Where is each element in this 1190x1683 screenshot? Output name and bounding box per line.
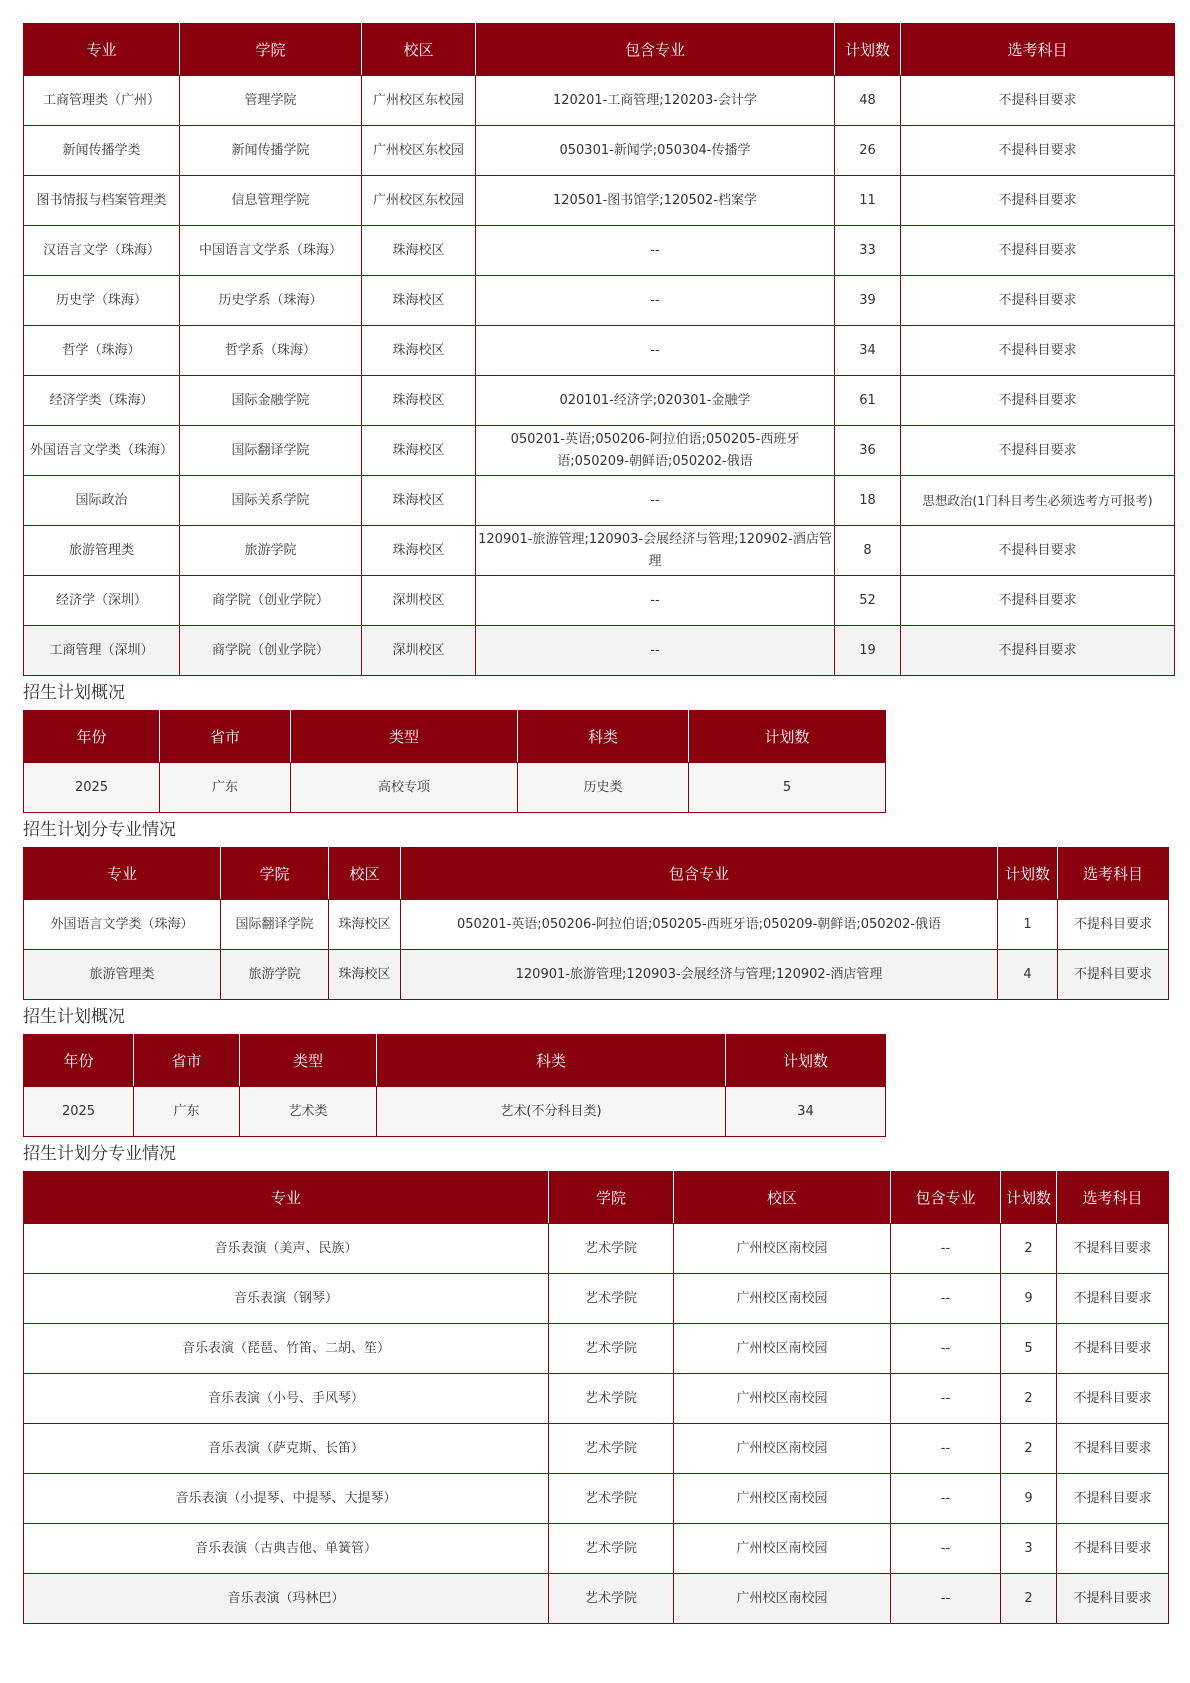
table-row [24,176,1175,226]
cell-college: 旅游学院 [221,950,329,1000]
col-header-subject-req: 选考科目 [1057,1172,1169,1224]
cell-major: 音乐表演（美声、民族） [24,1224,549,1274]
col-header-college: 学院 [549,1172,674,1224]
cell-included-majors: -- [476,476,835,526]
cell-plan-count: 48 [835,76,901,126]
cell-subject-req: 不提科目要求 [901,626,1175,676]
cell-campus: 珠海校区 [329,950,401,1000]
section-title-plan-overview: 招生计划概况 [23,683,125,703]
cell-plan-count: 61 [835,376,901,426]
table-row [24,76,1175,126]
cell-major: 外国语言文学类（珠海） [24,900,221,950]
cell-campus: 广州校区南校园 [674,1474,891,1524]
cell-subject-req: 不提科目要求 [901,326,1175,376]
cell-subject-req: 不提科目要求 [901,226,1175,276]
cell-college: 哲学系（珠海） [180,326,362,376]
cell-college: 旅游学院 [180,526,362,576]
cell-campus: 广州校区南校园 [674,1324,891,1374]
cell-campus: 广州校区南校园 [674,1274,891,1324]
cell-included-majors: 050201-英语;050206-阿拉伯语;050205-西班牙语;050209-朝鲜语;050202-俄语 [476,426,835,476]
cell-campus: 珠海校区 [362,276,476,326]
table-row [24,576,1175,626]
cell-subject-req: 不提科目要求 [901,376,1175,426]
section-title-plan-by-major: 招生计划分专业情况 [23,1144,176,1164]
cell-college: 艺术学院 [549,1274,674,1324]
table-row [24,1574,1169,1624]
col-header-subject-req: 选考科目 [1058,848,1169,900]
cell-plan-count: 2 [1001,1574,1057,1624]
cell-plan-count: 4 [998,950,1058,1000]
cell-included-majors: 120901-旅游管理;120903-会展经济与管理;120902-酒店管理 [401,950,998,1000]
table-row [24,1424,1169,1474]
cell-college: 信息管理学院 [180,176,362,226]
table-row [24,326,1175,376]
col-header-plan-count: 计划数 [998,848,1058,900]
col-header-included-majors: 包含专业 [476,24,835,76]
cell-category: 历史类 [518,763,689,813]
cell-included-majors: 120201-工商管理;120203-会计学 [476,76,835,126]
table-row [24,626,1175,676]
cell-plan-count: 2 [1001,1224,1057,1274]
cell-campus: 珠海校区 [362,226,476,276]
table-header-row [24,24,1175,76]
cell-campus: 珠海校区 [362,426,476,476]
cell-campus: 珠海校区 [329,900,401,950]
cell-subject-req: 不提科目要求 [1057,1574,1169,1624]
table-row [24,1474,1169,1524]
cell-major: 汉语言文学（珠海） [24,226,180,276]
table-row [24,426,1175,476]
cell-major: 外国语言文学类（珠海） [24,426,180,476]
cell-campus: 广州校区东校园 [362,76,476,126]
cell-plan-count: 3 [1001,1524,1057,1574]
col-header-year: 年份 [24,1035,134,1087]
col-header-college: 学院 [180,24,362,76]
cell-campus: 珠海校区 [362,326,476,376]
col-header-province: 省市 [134,1035,240,1087]
cell-subject-req: 不提科目要求 [901,526,1175,576]
plan-by-major-table [23,1171,1169,1624]
cell-subject-req: 不提科目要求 [1057,1424,1169,1474]
major-plan-table [23,23,1175,676]
cell-subject-req: 不提科目要求 [901,576,1175,626]
cell-major: 历史学（珠海） [24,276,180,326]
cell-campus: 珠海校区 [362,376,476,426]
cell-college: 历史学系（珠海） [180,276,362,326]
cell-included-majors: -- [891,1474,1001,1524]
cell-major: 国际政治 [24,476,180,526]
cell-subject-req: 不提科目要求 [901,126,1175,176]
cell-included-majors: -- [891,1424,1001,1474]
cell-year: 2025 [24,763,160,813]
table-row [24,226,1175,276]
table-header-row [24,711,886,763]
cell-college: 艺术学院 [549,1574,674,1624]
cell-college: 国际翻译学院 [180,426,362,476]
table-header-row [24,848,1169,900]
cell-college: 商学院（创业学院） [180,626,362,676]
col-header-type: 类型 [240,1035,377,1087]
cell-subject-req: 不提科目要求 [901,76,1175,126]
cell-year: 2025 [24,1087,134,1137]
cell-campus: 珠海校区 [362,476,476,526]
cell-major: 音乐表演（小号、手风琴） [24,1374,549,1424]
cell-plan-count: 19 [835,626,901,676]
col-header-campus: 校区 [674,1172,891,1224]
cell-college: 艺术学院 [549,1424,674,1474]
cell-campus: 珠海校区 [362,526,476,576]
cell-college: 艺术学院 [549,1524,674,1574]
col-header-campus: 校区 [362,24,476,76]
cell-college: 商学院（创业学院） [180,576,362,626]
plan-overview-table [23,1034,886,1137]
cell-major: 旅游管理类 [24,950,221,1000]
cell-plan-count: 26 [835,126,901,176]
col-header-subject-req: 选考科目 [901,24,1175,76]
col-header-plan-count: 计划数 [726,1035,886,1087]
cell-college: 艺术学院 [549,1224,674,1274]
cell-campus: 广州校区南校园 [674,1524,891,1574]
cell-type: 艺术类 [240,1087,377,1137]
cell-included-majors: -- [476,226,835,276]
cell-included-majors: 020101-经济学;020301-金融学 [476,376,835,426]
table-row [24,376,1175,426]
table-row [24,526,1175,576]
col-header-province: 省市 [160,711,291,763]
cell-campus: 广州校区南校园 [674,1224,891,1274]
table-row [24,126,1175,176]
cell-subject-req: 不提科目要求 [1058,900,1169,950]
cell-subject-req: 不提科目要求 [1058,950,1169,1000]
cell-plan-count: 52 [835,576,901,626]
cell-subject-req: 不提科目要求 [901,426,1175,476]
cell-included-majors: -- [891,1374,1001,1424]
cell-subject-req: 不提科目要求 [901,276,1175,326]
cell-campus: 广州校区东校园 [362,176,476,226]
cell-subject-req: 不提科目要求 [1057,1374,1169,1424]
col-header-category: 科类 [518,711,689,763]
table-row [24,1274,1169,1324]
table-header-row [24,1172,1169,1224]
cell-campus: 深圳校区 [362,626,476,676]
cell-campus: 深圳校区 [362,576,476,626]
cell-included-majors: -- [476,276,835,326]
cell-included-majors: -- [476,626,835,676]
col-header-plan-count: 计划数 [689,711,886,763]
table-row [24,1374,1169,1424]
cell-college: 艺术学院 [549,1374,674,1424]
cell-campus: 广州校区南校园 [674,1574,891,1624]
col-header-type: 类型 [291,711,518,763]
cell-college: 艺术学院 [549,1474,674,1524]
col-header-included-majors: 包含专业 [401,848,998,900]
col-header-college: 学院 [221,848,329,900]
cell-included-majors: 120901-旅游管理;120903-会展经济与管理;120902-酒店管理 [476,526,835,576]
cell-included-majors: -- [891,1574,1001,1624]
cell-campus: 广州校区南校园 [674,1374,891,1424]
cell-plan-count: 1 [998,900,1058,950]
cell-major: 工商管理（深圳） [24,626,180,676]
page-content [23,23,1175,1624]
cell-campus: 广州校区东校园 [362,126,476,176]
plan-by-major-table [23,847,1169,1000]
cell-college: 艺术学院 [549,1324,674,1374]
cell-subject-req: 不提科目要求 [901,176,1175,226]
cell-plan-count: 2 [1001,1374,1057,1424]
cell-plan-count: 11 [835,176,901,226]
cell-plan-count: 2 [1001,1424,1057,1474]
cell-college: 管理学院 [180,76,362,126]
cell-plan-count: 36 [835,426,901,476]
table-row [24,763,886,813]
cell-plan-count: 9 [1001,1474,1057,1524]
col-header-plan-count: 计划数 [835,24,901,76]
col-header-plan-count: 计划数 [1001,1172,1057,1224]
cell-subject-req: 不提科目要求 [1057,1324,1169,1374]
col-header-included-majors: 包含专业 [891,1172,1001,1224]
cell-college: 国际关系学院 [180,476,362,526]
cell-province: 广东 [160,763,291,813]
cell-college: 国际翻译学院 [221,900,329,950]
cell-plan-count: 33 [835,226,901,276]
cell-subject-req: 不提科目要求 [1057,1224,1169,1274]
cell-subject-req: 思想政治(1门科目考生必须选考方可报考) [901,476,1175,526]
table-row [24,1324,1169,1374]
table-row [24,950,1169,1000]
cell-subject-req: 不提科目要求 [1057,1474,1169,1524]
section-title-plan-by-major: 招生计划分专业情况 [23,820,176,840]
table-row [24,476,1175,526]
cell-major: 音乐表演（小提琴、中提琴、大提琴） [24,1474,549,1524]
cell-plan-count: 39 [835,276,901,326]
cell-type: 高校专项 [291,763,518,813]
cell-major: 哲学（珠海） [24,326,180,376]
cell-included-majors: 120501-图书馆学;120502-档案学 [476,176,835,226]
cell-plan-count: 9 [1001,1274,1057,1324]
cell-plan-count: 8 [835,526,901,576]
cell-plan-count: 18 [835,476,901,526]
cell-major: 音乐表演（萨克斯、长笛） [24,1424,549,1474]
cell-included-majors: 050201-英语;050206-阿拉伯语;050205-西班牙语;050209-朝鲜语;050202-俄语 [401,900,998,950]
col-header-major: 专业 [24,24,180,76]
table-row [24,276,1175,326]
col-header-year: 年份 [24,711,160,763]
col-header-major: 专业 [24,1172,549,1224]
cell-included-majors: -- [891,1524,1001,1574]
cell-included-majors: 050301-新闻学;050304-传播学 [476,126,835,176]
cell-plan-count: 5 [689,763,886,813]
cell-included-majors: -- [476,326,835,376]
cell-subject-req: 不提科目要求 [1057,1524,1169,1574]
cell-category: 艺术(不分科目类) [377,1087,726,1137]
cell-major: 旅游管理类 [24,526,180,576]
cell-major: 经济学（深圳） [24,576,180,626]
plan-overview-table [23,710,886,813]
table-row [24,1224,1169,1274]
cell-college: 新闻传播学院 [180,126,362,176]
cell-campus: 广州校区南校园 [674,1424,891,1474]
cell-plan-count: 5 [1001,1324,1057,1374]
cell-major: 新闻传播学类 [24,126,180,176]
cell-college: 中国语言文学系（珠海） [180,226,362,276]
cell-plan-count: 34 [835,326,901,376]
table-row [24,900,1169,950]
table-header-row [24,1035,886,1087]
cell-major: 音乐表演（玛林巴） [24,1574,549,1624]
cell-subject-req: 不提科目要求 [1057,1274,1169,1324]
cell-included-majors: -- [891,1324,1001,1374]
table-row [24,1087,886,1137]
cell-included-majors: -- [891,1274,1001,1324]
cell-plan-count: 34 [726,1087,886,1137]
cell-major: 音乐表演（钢琴） [24,1274,549,1324]
table-row [24,1524,1169,1574]
cell-major: 经济学类（珠海） [24,376,180,426]
cell-major: 图书情报与档案管理类 [24,176,180,226]
cell-major: 音乐表演（琵琶、竹笛、二胡、笙） [24,1324,549,1374]
cell-college: 国际金融学院 [180,376,362,426]
cell-included-majors: -- [891,1224,1001,1274]
cell-major: 工商管理类（广州） [24,76,180,126]
col-header-category: 科类 [377,1035,726,1087]
cell-major: 音乐表演（古典吉他、单簧管） [24,1524,549,1574]
col-header-major: 专业 [24,848,221,900]
section-title-plan-overview: 招生计划概况 [23,1007,125,1027]
cell-province: 广东 [134,1087,240,1137]
col-header-campus: 校区 [329,848,401,900]
cell-included-majors: -- [476,576,835,626]
